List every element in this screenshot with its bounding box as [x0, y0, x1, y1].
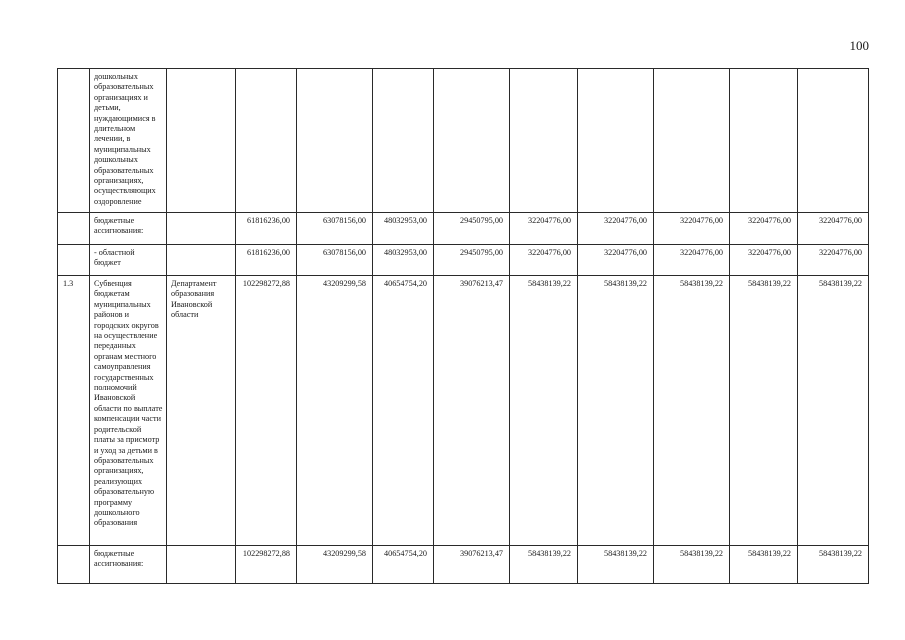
row-value-cell: 102298272,88 [236, 276, 297, 546]
row-value-cell: 29450795,00 [434, 213, 510, 245]
row-value-cell: 32204776,00 [578, 213, 654, 245]
row-value-cell: 58438139,22 [578, 276, 654, 546]
row-executor-cell [167, 69, 236, 213]
row-value-cell: 32204776,00 [730, 245, 798, 276]
table-row [58, 546, 869, 584]
row-value-cell [373, 69, 434, 213]
row-value-cell [510, 69, 578, 213]
row-index-cell [58, 213, 90, 245]
table-row [58, 245, 869, 276]
row-value-cell: 40654754,20 [373, 276, 434, 546]
row-value-cell: 58438139,22 [654, 276, 730, 546]
row-index-cell [58, 546, 90, 584]
row-value-cell: 48032953,00 [373, 213, 434, 245]
row-value-cell: 58438139,22 [510, 546, 578, 584]
table-body [58, 69, 869, 584]
row-value-cell [434, 69, 510, 213]
row-value-cell: 58438139,22 [730, 276, 798, 546]
row-value-cell: 32204776,00 [654, 213, 730, 245]
row-executor-cell [167, 245, 236, 276]
row-value-cell: 32204776,00 [730, 213, 798, 245]
table-row [58, 213, 869, 245]
row-value-cell: 32204776,00 [510, 245, 578, 276]
row-executor-cell [167, 546, 236, 584]
row-value-cell: 39076213,47 [434, 546, 510, 584]
row-value-cell: 58438139,22 [654, 546, 730, 584]
row-value-cell: 32204776,00 [798, 213, 869, 245]
row-value-cell [297, 69, 373, 213]
row-value-cell: 58438139,22 [798, 276, 869, 546]
row-index-cell [58, 69, 90, 213]
row-executor-cell: Департамент образования Ивановской области [167, 276, 236, 546]
row-value-cell [578, 69, 654, 213]
row-value-cell: 29450795,00 [434, 245, 510, 276]
row-value-cell: 58438139,22 [798, 546, 869, 584]
row-value-cell: 40654754,20 [373, 546, 434, 584]
row-value-cell [236, 69, 297, 213]
row-name-cell: бюджетные ассигнования: [90, 546, 167, 584]
page-number: 100 [849, 38, 869, 53]
table-row [58, 276, 869, 546]
row-value-cell: 43209299,58 [297, 546, 373, 584]
row-value-cell: 39076213,47 [434, 276, 510, 546]
row-executor-cell [167, 213, 236, 245]
row-index-cell [58, 245, 90, 276]
table-row [58, 69, 869, 213]
row-value-cell: 32204776,00 [578, 245, 654, 276]
row-name-cell: Субвенция бюджетам муниципальных районов и городских округов на осуществление переданных органам местного самоуправления государственных полномочий Ивановской области по выплате компенсации части родительской платы за присмотр и уход за детьми в образовательных организациях, реализующих образовательную программу дошкольного образования [90, 276, 167, 546]
row-index-cell: 1.3 [58, 276, 90, 546]
row-value-cell: 63078156,00 [297, 213, 373, 245]
row-value-cell: 48032953,00 [373, 245, 434, 276]
budget-table [57, 68, 869, 584]
row-value-cell: 58438139,22 [510, 276, 578, 546]
row-value-cell [798, 69, 869, 213]
row-value-cell [730, 69, 798, 213]
row-value-cell: 61816236,00 [236, 245, 297, 276]
row-value-cell: 32204776,00 [510, 213, 578, 245]
row-value-cell: 32204776,00 [798, 245, 869, 276]
row-value-cell: 61816236,00 [236, 213, 297, 245]
row-value-cell: 32204776,00 [654, 245, 730, 276]
row-name-cell: - областной бюджет [90, 245, 167, 276]
row-value-cell: 63078156,00 [297, 245, 373, 276]
row-name-cell: бюджетные ассигнования: [90, 213, 167, 245]
row-value-cell: 102298272,88 [236, 546, 297, 584]
row-name-cell: дошкольных образовательных организациях и детьми, нуждающимися в длительном лечении, в муниципальных дошкольных образовательных организациях, осуществляющих оздоровление [90, 69, 167, 213]
row-value-cell: 58438139,22 [730, 546, 798, 584]
row-value-cell [654, 69, 730, 213]
row-value-cell: 43209299,58 [297, 276, 373, 546]
row-value-cell: 58438139,22 [578, 546, 654, 584]
